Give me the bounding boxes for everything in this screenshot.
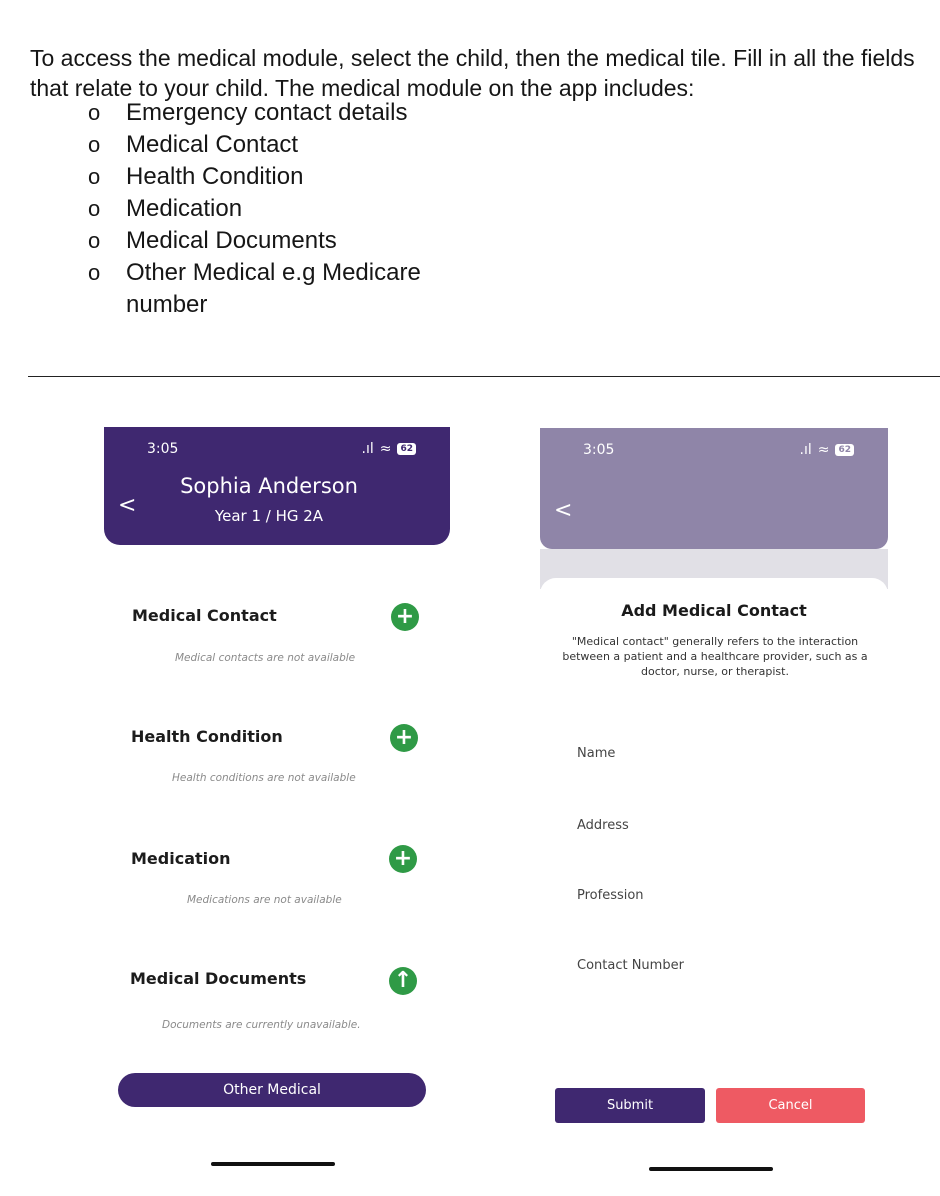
empty-health-condition: Health conditions are not available — [172, 772, 356, 784]
section-title-health-condition: Health Condition — [131, 727, 283, 746]
section-title-medication: Medication — [131, 849, 231, 868]
status-time: 3:05 — [147, 441, 179, 457]
empty-documents: Documents are currently unavailable. — [162, 1019, 361, 1031]
status-time: 3:05 — [583, 442, 615, 458]
status-icons — [800, 442, 855, 458]
battery-icon: 62 — [835, 444, 854, 456]
child-name: Sophia Anderson — [180, 474, 358, 498]
child-class: Year 1 / HG 2A — [214, 507, 324, 525]
address-field[interactable]: Address — [577, 818, 629, 833]
add-health-condition-button[interactable]: + — [390, 724, 418, 752]
bullet-icon: o — [88, 260, 101, 285]
intro-paragraph: To access the medical module, select the child, then the medical tile. Fill in all the fields that relate to your child. The medical module on the app includes: — [30, 45, 915, 101]
upload-document-button[interactable]: ↑ — [389, 967, 417, 995]
cancel-button[interactable]: Cancel — [716, 1088, 865, 1123]
list-item: o Medication — [82, 193, 446, 225]
empty-medical-contact: Medical contacts are not available — [175, 652, 356, 664]
home-indicator — [211, 1162, 335, 1166]
list-item: o Other Medical e.g Medicare number — [88, 259, 421, 318]
profession-field[interactable]: Profession — [577, 888, 644, 903]
back-chevron-icon[interactable]: < — [554, 498, 573, 523]
bullet-icon: o — [88, 164, 101, 189]
bullet-icon: o — [88, 132, 101, 157]
bullet-icon: o — [88, 228, 101, 253]
empty-medication: Medications are not available — [187, 894, 342, 906]
modal-description: "Medical contact" generally refers to the interaction between a patient and a healthcare provider, such as a doctor, nurse, or therapist. — [562, 635, 868, 678]
status-icons — [362, 441, 417, 457]
signal-icon: .ıl — [799, 442, 812, 458]
list-item: o Medical Documents — [82, 225, 446, 257]
section-title-medical-contact: Medical Contact — [132, 606, 277, 625]
wifi-icon: ≈ — [817, 442, 830, 458]
other-medical-button[interactable]: Other Medical — [118, 1073, 426, 1107]
signal-icon: .ıl — [361, 441, 374, 457]
wifi-icon: ≈ — [379, 441, 392, 457]
modal-title: Add Medical Contact — [621, 601, 807, 620]
list-item: o Medical Contact — [82, 129, 446, 161]
add-medication-button[interactable]: + — [389, 845, 417, 873]
add-medical-contact-button[interactable]: + — [391, 603, 419, 631]
divider — [28, 376, 940, 377]
bullet-icon: o — [88, 196, 101, 221]
list-item: o Emergency contact details — [82, 97, 446, 129]
name-field[interactable]: Name — [577, 746, 616, 761]
battery-icon: 62 — [397, 443, 416, 455]
child-header — [104, 427, 450, 545]
dimmed-header — [540, 428, 888, 549]
submit-button[interactable]: Submit — [555, 1088, 705, 1123]
contact-number-field[interactable]: Contact Number — [577, 958, 684, 973]
home-indicator — [649, 1167, 773, 1171]
back-chevron-icon[interactable]: < — [118, 493, 137, 518]
list-item: o Health Condition — [82, 161, 446, 193]
bullet-icon: o — [88, 100, 101, 125]
section-title-medical-documents: Medical Documents — [130, 969, 307, 988]
module-list — [82, 97, 446, 321]
